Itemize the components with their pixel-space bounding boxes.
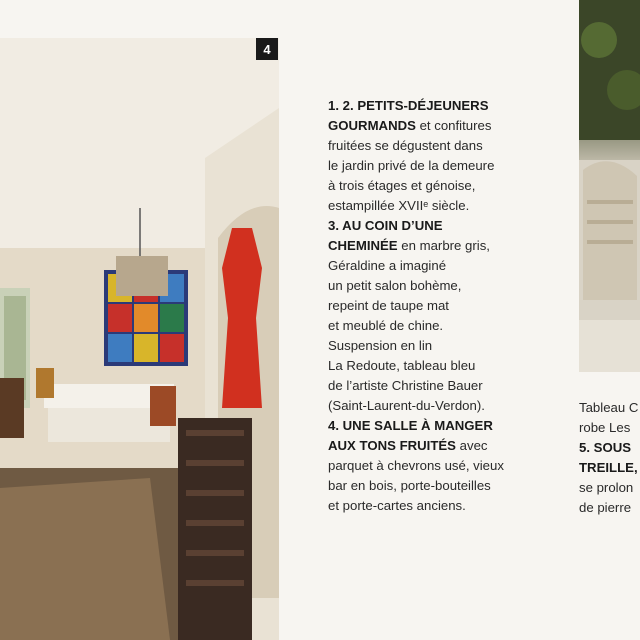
- caption-line: [579, 478, 640, 498]
- caption-line: [328, 396, 578, 416]
- caption-line-bold: AUX TONS FRUITÉS: [328, 438, 456, 453]
- caption-line: [328, 116, 578, 136]
- caption-line-text: estampillée XVIIᵉ siècle.: [328, 198, 470, 213]
- caption-line-bold: CHEMINÉE: [328, 238, 398, 253]
- caption-right-text: [579, 398, 640, 518]
- caption-line: [328, 236, 578, 256]
- caption-line: [579, 418, 640, 438]
- caption-line: [328, 356, 578, 376]
- caption-line-text: de l’artiste Christine Bauer: [328, 378, 483, 393]
- caption-line-text: (Saint-Laurent-du-Verdon).: [328, 398, 485, 413]
- garden-illustration: [579, 0, 640, 372]
- caption-line: [328, 156, 578, 176]
- caption-line-text: fruitées se dégustent dans: [328, 138, 483, 153]
- caption-line-text: avec: [455, 438, 488, 453]
- garden-photo: [579, 0, 640, 372]
- caption-line-text: à trois étages et génoise,: [328, 178, 476, 193]
- caption-line-text: un petit salon bohème,: [328, 278, 462, 293]
- caption-line-text: et meublé de chine.: [328, 318, 444, 333]
- caption-line-text: et confitures: [415, 118, 492, 133]
- caption-line: [328, 336, 578, 356]
- caption-line-text: se prolon: [579, 480, 634, 495]
- caption-line-text: et porte-cartes anciens.: [328, 498, 466, 513]
- caption-line-text: La Redoute, tableau bleu: [328, 358, 476, 373]
- caption-line-text: robe Les: [579, 420, 631, 435]
- caption-line-text: bar en bois, porte-bouteilles: [328, 478, 491, 493]
- caption-line: [328, 416, 578, 436]
- caption-line-text: en marbre gris,: [397, 238, 490, 253]
- caption-line: [328, 436, 578, 456]
- caption-line: [328, 136, 578, 156]
- caption-line: [328, 476, 578, 496]
- caption-line-bold: 1. 2. PETITS-DÉJEUNERS: [328, 98, 489, 113]
- caption-line-text: de pierre: [579, 500, 632, 515]
- caption-line: [328, 276, 578, 296]
- caption-line: [328, 296, 578, 316]
- caption-line: [328, 456, 578, 476]
- caption-line-text: le jardin privé de la demeure: [328, 158, 495, 173]
- caption-line-bold: GOURMANDS: [328, 118, 416, 133]
- caption-line-bold: TREILLE,: [579, 460, 638, 475]
- caption-line-bold: 5. SOUS: [579, 440, 632, 455]
- caption-line-bold: 3. AU COIN D’UNE: [328, 218, 443, 233]
- caption-line: [579, 438, 640, 458]
- caption-line-text: parquet à chevrons usé, vieux: [328, 458, 504, 473]
- caption-line: [328, 256, 578, 276]
- caption-line: [328, 376, 578, 396]
- caption-line: [328, 196, 578, 216]
- caption-line: [328, 96, 578, 116]
- caption-line: [328, 176, 578, 196]
- photo-number-badge: 4: [256, 38, 278, 60]
- dining-room-photo: [0, 38, 279, 640]
- caption-text: [328, 96, 578, 516]
- caption-line: [579, 498, 640, 518]
- caption-line-text: Géraldine a imaginé: [328, 258, 447, 273]
- caption-line: [328, 216, 578, 236]
- caption-line: [328, 316, 578, 336]
- caption-line-text: Suspension en lin: [328, 338, 433, 353]
- caption-line-bold: 4. UNE SALLE À MANGER: [328, 418, 493, 433]
- caption-line: [579, 458, 640, 478]
- caption-line: [579, 398, 640, 418]
- caption-line: [328, 496, 578, 516]
- caption-line-text: Tableau C: [579, 400, 639, 415]
- dining-room-illustration: [0, 38, 279, 640]
- caption-line-text: repeint de taupe mat: [328, 298, 449, 313]
